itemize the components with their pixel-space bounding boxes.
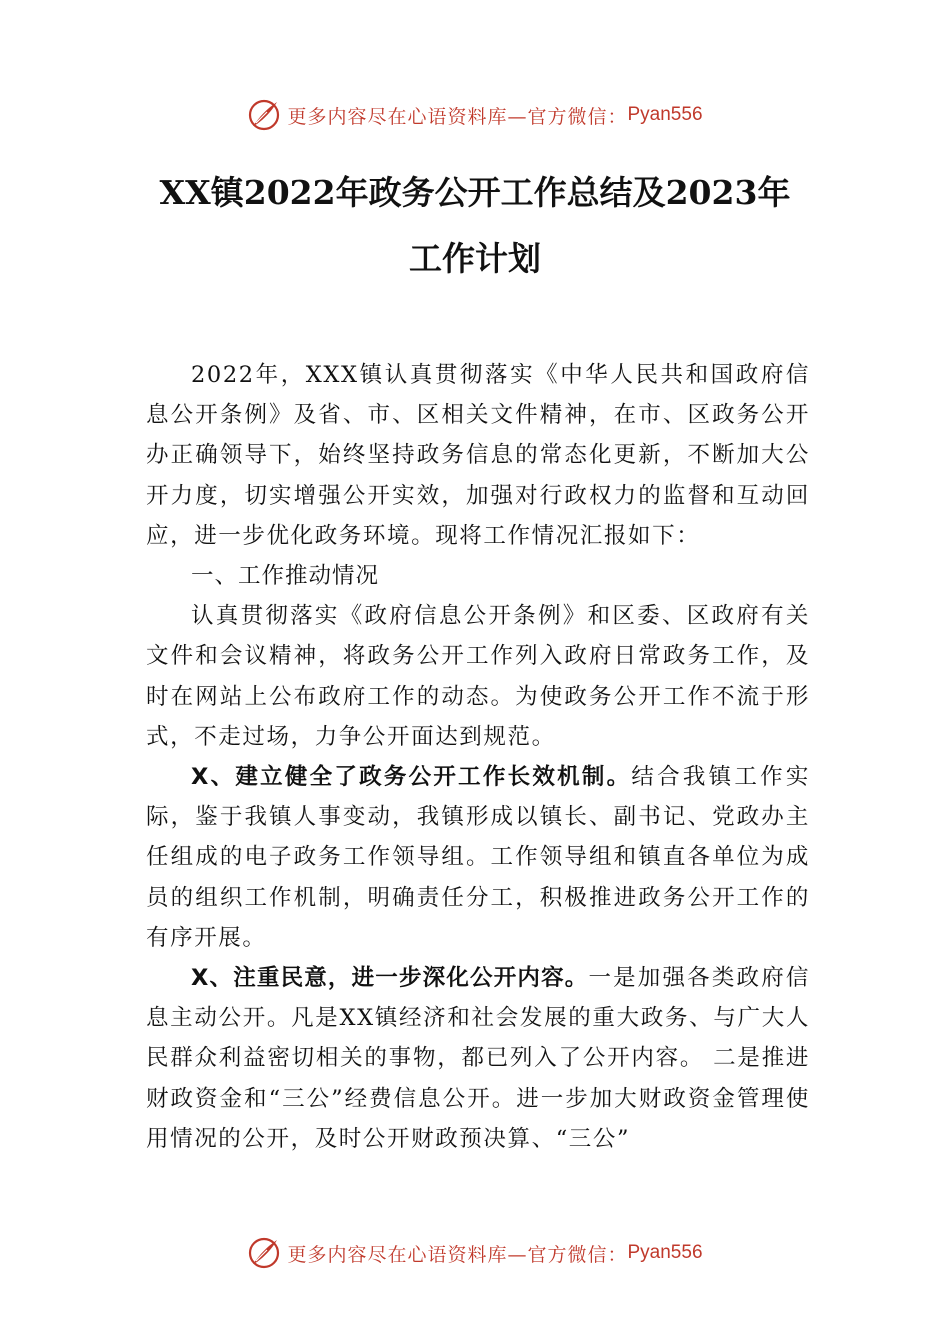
paragraph-public-opinion-lead: X、注重民意，进一步深化公开内容。 — [191, 965, 589, 992]
header-banner — [0, 95, 950, 135]
banner-text: 更多内容尽在心语资料库—官方微信： — [287, 1243, 628, 1266]
footer-banner — [0, 1233, 950, 1273]
paragraph-mechanism — [146, 757, 810, 958]
title-line-1: XX镇2022年政务公开工作总结及2023年 — [159, 173, 791, 212]
paragraph-mechanism-lead: X、建立健全了政务公开工作长效机制。 — [191, 764, 632, 791]
banner-wechat-id: Pyan556 — [627, 104, 703, 125]
document-title — [120, 160, 830, 292]
paragraph-public-opinion-body: 一是加强各类政府信息主动公开。凡是XX镇经济和社会发展的重大政务、与广大人民群众利益密切相关的事物，都已列入了公开内容。 二是推进财政资金和“三公”经费信息公开。进一步加大财政资金管理使用情况的公开，及时公开财政预决算、“三公” — [146, 965, 810, 1152]
section-heading: 一、工作推动情况 — [191, 563, 380, 590]
paragraph-public-opinion — [146, 958, 810, 1159]
banner-wechat-id: Pyan556 — [627, 1242, 703, 1263]
paragraph-intro: 2022年，XXX镇认真贯彻落实《中华人民共和国政府信息公开条例》及省、市、区相关文件精神，在市、区政务公开办正确领导下，始终坚持政务信息的常态化更新，不断加大公开力度，切实增强公开实效，加强对行政权力的监督和互动回应，进一步优化政务环境。现将工作情况汇报如下： — [146, 362, 810, 549]
banner-text: 更多内容尽在心语资料库—官方微信： — [287, 105, 628, 128]
quill-logo-icon — [247, 1236, 281, 1270]
document-body — [146, 355, 810, 1159]
paragraph-work-progress: 认真贯彻落实《政府信息公开条例》和区委、区政府有关文件和会议精神，将政务公开工作列入政府日常政务工作，及时在网站上公布政府工作的动态。为使政务公开工作不流于形式，不走过场，力争公开面达到规范。 — [146, 603, 810, 750]
quill-logo-icon — [247, 98, 281, 132]
title-line-2: 工作计划 — [409, 239, 541, 278]
paragraph-mechanism-body: 结合我镇工作实际，鉴于我镇人事变动，我镇形成以镇长、副书记、党政办主任组成的电子政务工作领导组。工作领导组和镇直各单位为成员的组织工作机制，明确责任分工，积极推进政务公开工作的有序开展。 — [146, 764, 811, 951]
